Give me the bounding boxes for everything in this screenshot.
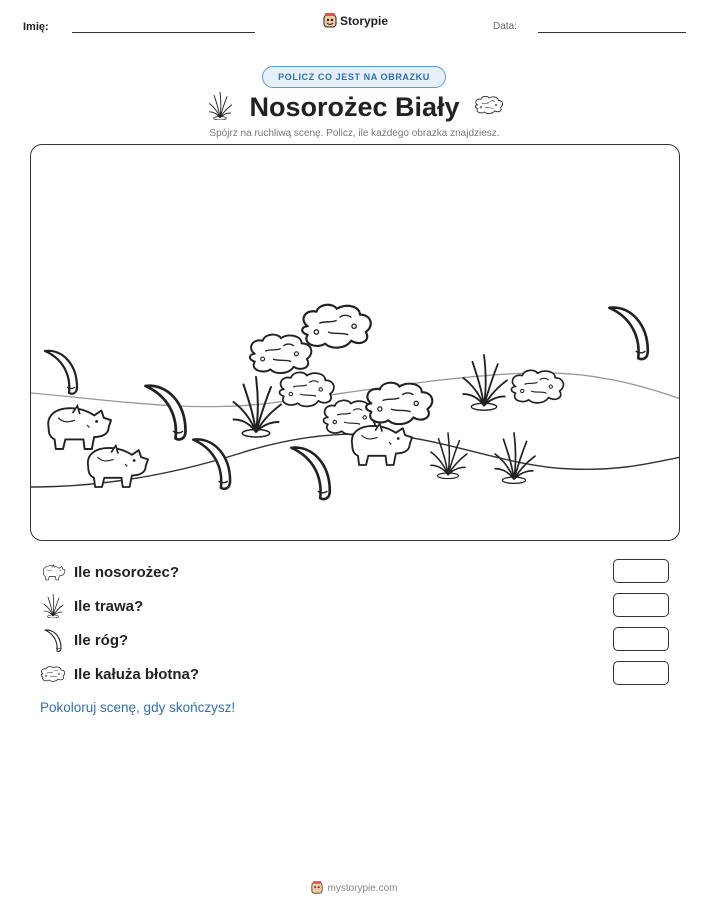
- horn: [291, 448, 329, 500]
- question-label: Ile trawa?: [74, 597, 144, 615]
- coloring-note: Pokoloruj scenę, gdy skończysz!: [40, 700, 236, 715]
- mud-puddle: [250, 335, 311, 373]
- storypie-logo: [323, 13, 388, 29]
- name-label: Imię:: [23, 21, 49, 33]
- answer-box-mud-puddle[interactable]: [613, 661, 669, 685]
- footer: [0, 881, 709, 895]
- instruction-badge: POLICZ CO JEST NA OBRAZKU: [262, 66, 446, 88]
- storypie-mascot-icon: [311, 881, 323, 895]
- logo-text: Storypie: [340, 14, 389, 28]
- storypie-mascot-icon: [323, 13, 337, 29]
- page-title: Nosorożec Biały: [249, 92, 460, 122]
- mud-puddle-icon: [474, 95, 504, 115]
- grass: [234, 377, 282, 437]
- answer-box-horn[interactable]: [613, 627, 669, 651]
- mud-puddle: [302, 305, 371, 348]
- date-field[interactable]: [538, 32, 686, 33]
- question-label: Ile nosorożec?: [74, 563, 180, 581]
- rhino: [352, 424, 412, 465]
- question-rhino: [40, 559, 179, 585]
- question-horn: [40, 627, 128, 653]
- horn: [193, 439, 230, 488]
- horn: [609, 308, 647, 360]
- grass: [431, 433, 467, 479]
- horn: [146, 386, 186, 440]
- grass-icon: [40, 594, 66, 618]
- grass: [463, 355, 507, 410]
- question-label: Ile kałuża błotna?: [74, 665, 200, 683]
- question-label: Ile róg?: [74, 631, 129, 649]
- page-subtitle: Spójrz na ruchliwą scenę. Policz, ile każdego obrazka znajdziesz.: [209, 128, 500, 139]
- mud-puddle: [280, 372, 334, 406]
- answer-box-grass[interactable]: [613, 593, 669, 617]
- grass: [495, 433, 535, 483]
- counting-scene: [30, 144, 680, 541]
- answer-box-rhino[interactable]: [613, 559, 669, 583]
- mud-puddle: [511, 370, 563, 403]
- date-label: Data:: [493, 21, 517, 32]
- horn: [45, 351, 77, 394]
- mud-puddle: [366, 383, 432, 424]
- horn-icon: [40, 628, 66, 652]
- question-mud-puddle: [40, 661, 199, 687]
- mud-puddle-icon: [40, 665, 66, 683]
- rhino-icon: [40, 562, 66, 582]
- question-grass: [40, 593, 143, 619]
- name-field[interactable]: [72, 32, 255, 33]
- rhino: [48, 406, 111, 449]
- footer-url[interactable]: mystorypie.com: [327, 882, 398, 894]
